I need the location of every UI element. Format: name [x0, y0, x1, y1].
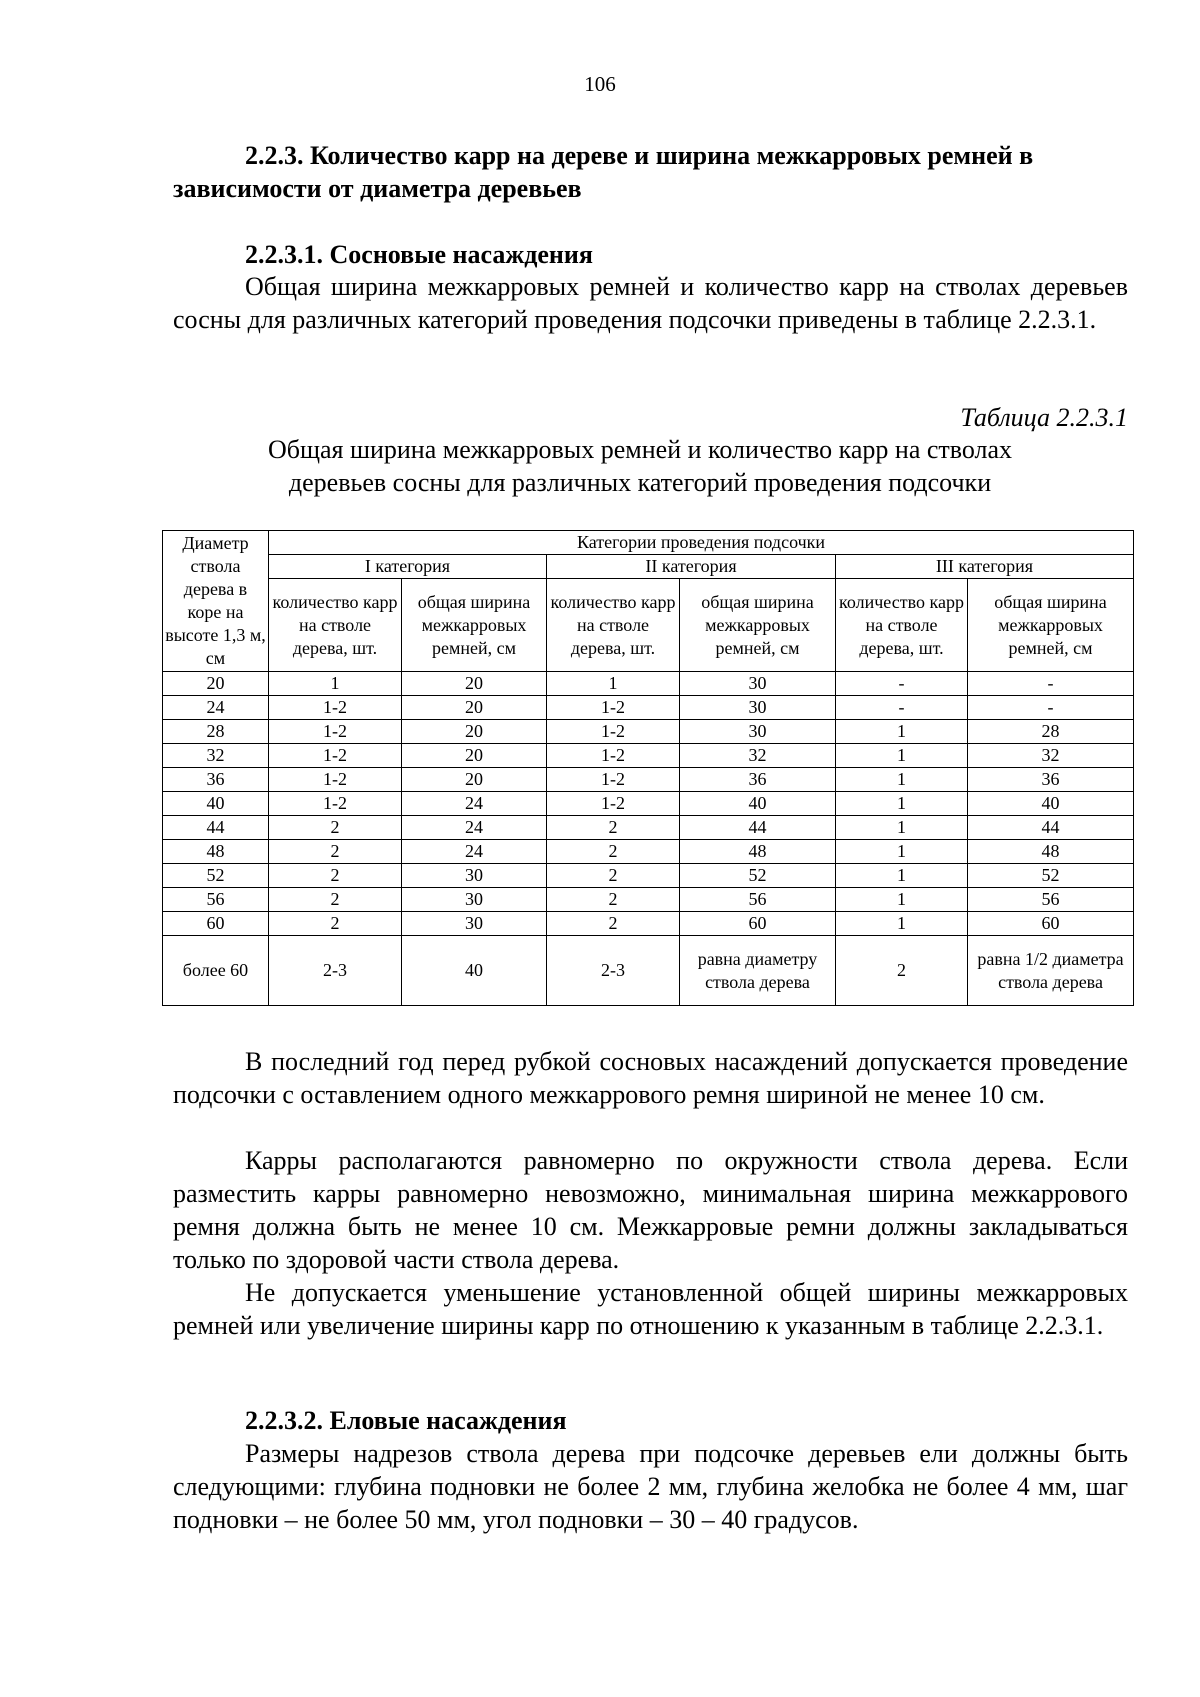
table-cell: 2 — [269, 888, 402, 912]
table-cell: 20 — [402, 744, 547, 768]
table-cell: 1 — [836, 912, 968, 936]
table-row — [163, 768, 1134, 792]
table-cell: - — [968, 672, 1134, 696]
table-row — [163, 792, 1134, 816]
table-cell: 1-2 — [547, 720, 680, 744]
table-row — [163, 840, 1134, 864]
table-label: Таблица 2.2.3.1 — [960, 403, 1128, 432]
table-cell: 44 — [968, 816, 1134, 840]
table-caption-line-2: деревьев сосны для различных категорий проведения подсочки — [288, 468, 992, 497]
table-cell: 2 — [269, 840, 402, 864]
table-cell: 20 — [402, 696, 547, 720]
table-cell: 1 — [836, 792, 968, 816]
section-heading: 2.2.3. Количество карр на дереве и ширина межкарровых ремней в зависимости от диаметра деревьев — [173, 141, 1034, 203]
table-cell: 2 — [269, 816, 402, 840]
paragraph-placement: Карры располагаются равномерно по окружности ствола дерева. Если разместить карры равномерно невозможно, минимальная ширина межкаррового ремня должна быть не менее 10 см. Межкарровые ремни должны закладываться только по здоровой части ствола дерева. — [173, 1146, 1128, 1274]
pine-tapping-table — [162, 530, 1134, 1006]
table-row — [163, 720, 1134, 744]
table-row — [163, 816, 1134, 840]
table-cell: 1-2 — [547, 792, 680, 816]
subsection-heading-spruce: 2.2.3.2. Еловые насаждения — [245, 1406, 567, 1435]
page-number: 106 — [584, 72, 616, 96]
table-cell: 1 — [836, 816, 968, 840]
header-category-3: III категория — [836, 555, 1134, 579]
table-cell: 20 — [402, 720, 547, 744]
table-cell: 60 — [163, 912, 269, 936]
table-cell: 20 — [402, 768, 547, 792]
table-cell: 1 — [547, 672, 680, 696]
table-cell: 60 — [968, 912, 1134, 936]
header-diameter: Диаметр ствола дерева в коре на высоте 1,3 м, см — [163, 531, 269, 672]
table-row — [163, 744, 1134, 768]
table-cell: равна 1/2 диаметра ствола дерева — [968, 936, 1134, 1006]
table-cell: 48 — [968, 840, 1134, 864]
table-cell: 2 — [836, 936, 968, 1006]
table-cell: 1 — [836, 888, 968, 912]
table-cell: 2 — [269, 864, 402, 888]
table-cell: более 60 — [163, 936, 269, 1006]
header-width-cat-2: общая ширина межкарровых ремней, см — [680, 579, 836, 672]
table-cell: 32 — [968, 744, 1134, 768]
table-cell: 2 — [547, 864, 680, 888]
table-row — [163, 888, 1134, 912]
table-cell: 1-2 — [547, 696, 680, 720]
table-cell: - — [968, 696, 1134, 720]
table-cell: 1 — [836, 744, 968, 768]
table-cell: 28 — [968, 720, 1134, 744]
table-cell: 2 — [547, 816, 680, 840]
table-cell: 1-2 — [269, 768, 402, 792]
table-cell: 36 — [968, 768, 1134, 792]
paragraph-last-year: В последний год перед рубкой сосновых насаждений допускается проведение подсочки с оставлением одного межкаррового ремня шириной не менее 10 см. — [173, 1047, 1128, 1109]
table-cell: 30 — [680, 720, 836, 744]
table-cell: 24 — [402, 816, 547, 840]
header-width-cat-1: общая ширина межкарровых ремней, см — [402, 579, 547, 672]
table-cell: 56 — [680, 888, 836, 912]
table-cell: 30 — [680, 696, 836, 720]
table-cell: 1 — [269, 672, 402, 696]
table-cell: 40 — [163, 792, 269, 816]
table-cell: 2 — [547, 840, 680, 864]
table-cell: 20 — [163, 672, 269, 696]
table-cell: - — [836, 672, 968, 696]
table-cell: 40 — [680, 792, 836, 816]
paragraph-restriction: Не допускается уменьшение установленной общей ширины межкарровых ремней или увеличение ширины карр по отношению к указанным в таблице 2.2.3.1. — [173, 1278, 1128, 1340]
header-count-cat-2: количество карр на стволе дерева, шт. — [547, 579, 680, 672]
table-cell: 2 — [547, 888, 680, 912]
table-cell: 1-2 — [269, 696, 402, 720]
table-cell: 1-2 — [269, 720, 402, 744]
table-cell: 24 — [402, 792, 547, 816]
table-cell: 56 — [968, 888, 1134, 912]
table-row — [163, 696, 1134, 720]
table-cell: 52 — [680, 864, 836, 888]
table-cell: 52 — [968, 864, 1134, 888]
table-caption-line-1: Общая ширина межкарровых ремней и количество карр на стволах — [267, 435, 1013, 464]
table-cell: 36 — [680, 768, 836, 792]
table-cell: 32 — [163, 744, 269, 768]
table-cell: 1 — [836, 864, 968, 888]
table-cell: 24 — [402, 840, 547, 864]
table-cell: 1-2 — [269, 744, 402, 768]
table-row — [163, 672, 1134, 696]
table-cell: 56 — [163, 888, 269, 912]
header-count-cat-1: количество карр на стволе дерева, шт. — [269, 579, 402, 672]
table-cell: 24 — [163, 696, 269, 720]
table-cell: 2-3 — [547, 936, 680, 1006]
table-cell: 30 — [402, 864, 547, 888]
table-cell: 30 — [402, 912, 547, 936]
table-cell: равна диаметру ствола дерева — [680, 936, 836, 1006]
table-cell: 36 — [163, 768, 269, 792]
table-cell: 1-2 — [269, 792, 402, 816]
header-category-2: II категория — [547, 555, 836, 579]
table-cell: - — [836, 696, 968, 720]
table-row — [163, 912, 1134, 936]
header-categories: Категории проведения подсочки — [269, 531, 1134, 555]
table-cell: 2 — [269, 912, 402, 936]
table-cell: 20 — [402, 672, 547, 696]
table-cell: 32 — [680, 744, 836, 768]
table-cell: 2 — [547, 912, 680, 936]
header-width-cat-3: общая ширина межкарровых ремней, см — [968, 579, 1134, 672]
table-cell: 40 — [402, 936, 547, 1006]
table-cell: 48 — [163, 840, 269, 864]
table-cell: 1 — [836, 768, 968, 792]
table-row — [163, 864, 1134, 888]
table-cell: 44 — [163, 816, 269, 840]
table-cell: 60 — [680, 912, 836, 936]
paragraph-spruce-cuts: Размеры надрезов ствола дерева при подсочке деревьев ели должны быть следующими: глубина подновки не более 2 мм, глубина желобка не более 4 мм, шаг подновки – не более 50 мм, угол подновки – 30 – 40 градусов. — [173, 1439, 1128, 1534]
table-cell: 30 — [402, 888, 547, 912]
table-cell: 52 — [163, 864, 269, 888]
header-category-1: I категория — [269, 555, 547, 579]
table-cell: 44 — [680, 816, 836, 840]
table-row — [163, 936, 1134, 1006]
table-cell: 1 — [836, 720, 968, 744]
header-count-cat-3: количество карр на стволе дерева, шт. — [836, 579, 968, 672]
table-caption — [160, 433, 1120, 499]
paragraph-intro: Общая ширина межкарровых ремней и количество карр на стволах деревьев сосны для различных категорий проведения подсочки приведены в таблице 2.2.3.1. — [173, 272, 1128, 334]
table-cell: 1-2 — [547, 744, 680, 768]
table-cell: 1 — [836, 840, 968, 864]
table-cell: 30 — [680, 672, 836, 696]
table-cell: 2-3 — [269, 936, 402, 1006]
table-cell: 28 — [163, 720, 269, 744]
table-cell: 48 — [680, 840, 836, 864]
table-cell: 40 — [968, 792, 1134, 816]
table-cell: 1-2 — [547, 768, 680, 792]
subsection-heading-pine: 2.2.3.1. Сосновые насаждения — [245, 240, 593, 269]
